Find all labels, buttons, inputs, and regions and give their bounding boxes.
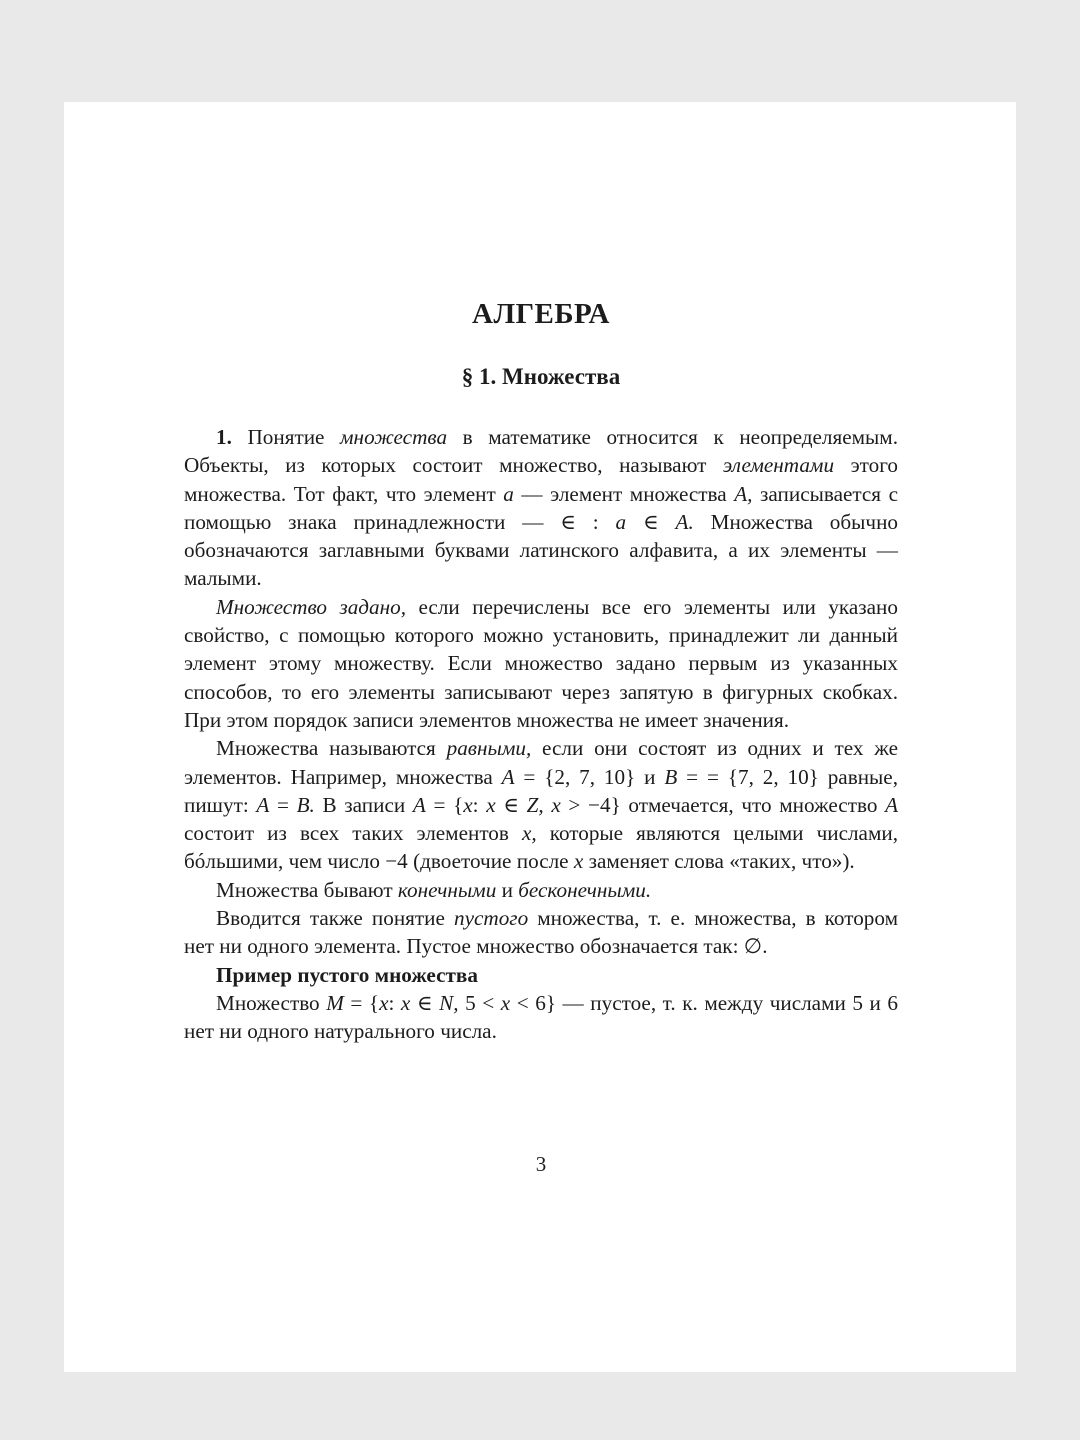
math-variable: A bbox=[412, 792, 426, 817]
text-run: В записи bbox=[314, 792, 413, 817]
book-page bbox=[64, 102, 1016, 1372]
math-variable: A bbox=[256, 792, 270, 817]
text-run: — элемент множества bbox=[513, 481, 735, 506]
paragraph-set-defined bbox=[184, 593, 898, 734]
text-run: ∈ bbox=[495, 792, 527, 817]
text-run: = = {7, 2, 10} равные, пишут: bbox=[184, 764, 898, 817]
text-run: = { bbox=[425, 792, 464, 817]
text-run: записывается с помощью знака принадлежности — ∈ : bbox=[184, 481, 898, 534]
italic-term: равными, bbox=[446, 736, 532, 761]
paragraph-equal-sets bbox=[184, 734, 898, 875]
item-number: 1. bbox=[216, 425, 232, 449]
text-run: = {2, 7, 10} и bbox=[514, 764, 665, 789]
italic-term: бесконечными. bbox=[518, 877, 652, 902]
body-text bbox=[184, 423, 898, 1046]
text-run: ∈ bbox=[626, 509, 676, 534]
math-variable: x bbox=[400, 990, 411, 1015]
math-variable: B. bbox=[296, 792, 315, 817]
page-number: 3 bbox=[535, 1152, 547, 1176]
math-variable: B bbox=[664, 764, 678, 789]
math-variable: x, bbox=[521, 821, 537, 846]
text-run: = bbox=[269, 792, 297, 817]
math-variable: x bbox=[379, 990, 389, 1015]
paragraph-definition bbox=[184, 423, 898, 593]
math-variable: a bbox=[615, 509, 627, 534]
italic-term: Множество задано, bbox=[216, 594, 407, 619]
text-run: ∈ bbox=[410, 990, 440, 1015]
text-run: Понятие bbox=[231, 425, 341, 449]
text-run: Вводится также понятие bbox=[216, 906, 454, 931]
italic-term: элементами bbox=[722, 453, 835, 478]
text-run: если перечислены все его элементы или указано свойство, с помощью которого можно установить, принадлежит ли данный элемент этому множеству. Если множество задано первым из указанных способов, то его элементы записывают через запятую в фигурных скобках. При этом порядок записи элементов множества не имеет значения. bbox=[184, 594, 898, 732]
italic-term: множества bbox=[340, 425, 448, 449]
text-run: состоит из всех таких элементов bbox=[184, 821, 522, 846]
text-run: 5 < bbox=[458, 990, 501, 1015]
paragraph-finite-infinite bbox=[184, 876, 898, 904]
text-run: = { bbox=[343, 990, 380, 1015]
text-run: < 6} — пустое, т. к. между числами 5 и 6 нет ни одного натурального числа. bbox=[184, 990, 899, 1044]
math-variable: A, bbox=[734, 481, 753, 506]
math-variable: x bbox=[486, 792, 496, 817]
example-heading: Пример пустого множества bbox=[216, 962, 478, 987]
italic-term: пустого bbox=[454, 906, 529, 931]
math-variable: A bbox=[501, 764, 515, 789]
text-run: Множества бывают bbox=[216, 877, 398, 902]
text-run: : bbox=[472, 792, 487, 817]
text-run: заменяет слова «таких, что»). bbox=[583, 849, 855, 874]
text-run: : bbox=[388, 990, 401, 1015]
text-run: Множества называются bbox=[216, 736, 447, 761]
text-run: множества, т. е. множества, в котором нет ни одного элемента. Пустое множество обозначается так: ∅. bbox=[184, 906, 898, 959]
paragraph-example bbox=[184, 989, 898, 1046]
text-run: Множества обычно обозначаются заглавными буквами латинского алфавита, а их элементы — малыми. bbox=[184, 509, 898, 591]
text-run: > −4} отмечается, что множество bbox=[560, 792, 886, 817]
text-run: которые являются целыми числами, бóльшими, чем число −4 (двоеточие после bbox=[184, 821, 898, 874]
text-run: Множество bbox=[216, 990, 327, 1015]
math-variable: x bbox=[573, 849, 584, 874]
math-variable: Z, x bbox=[526, 792, 561, 817]
text-run: этого множества. Тот факт, что элемент bbox=[184, 453, 898, 506]
paragraph-empty-set bbox=[184, 904, 898, 961]
math-variable: A. bbox=[675, 509, 694, 534]
section-title: АЛГЕБРА bbox=[472, 298, 610, 330]
text-run: и bbox=[496, 877, 519, 902]
text-run: если они состоят из одних и тех же элементов. Например, множества bbox=[184, 736, 898, 789]
paragraph-title: § 1. Множества bbox=[461, 364, 621, 389]
italic-term: конечными bbox=[397, 877, 497, 902]
math-variable: x bbox=[500, 990, 511, 1015]
math-variable: M bbox=[326, 990, 344, 1015]
math-variable: a bbox=[503, 481, 514, 506]
text-run: в математике относится к неопределяемым. Объекты, из которых состоит множество, называют bbox=[184, 425, 898, 478]
math-variable: x bbox=[463, 792, 473, 817]
math-variable: A bbox=[885, 792, 899, 817]
math-variable: N, bbox=[439, 990, 459, 1015]
